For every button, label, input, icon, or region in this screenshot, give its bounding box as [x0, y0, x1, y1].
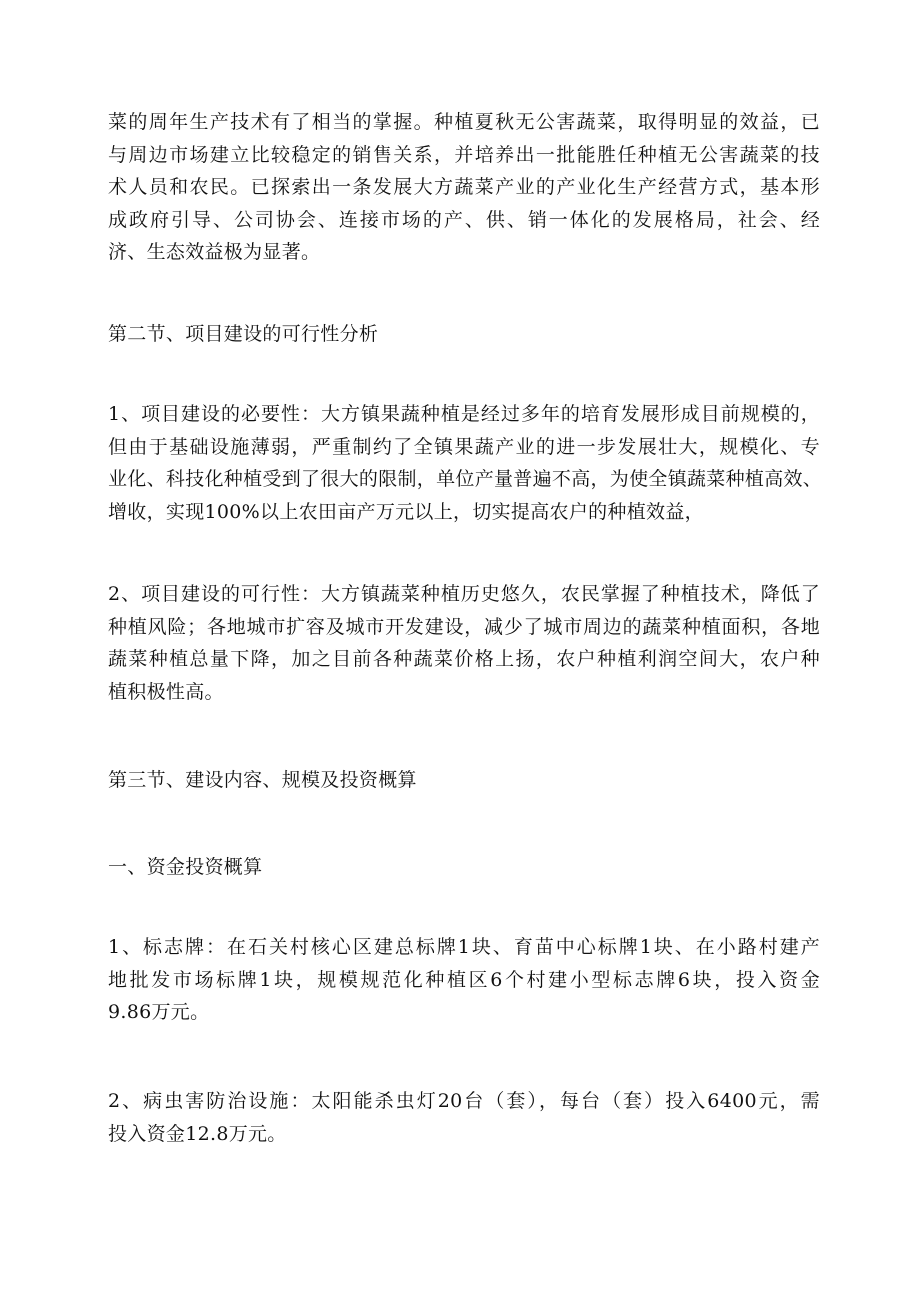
text-line: 增收，实现100%以上农田亩产万元以上，切实提高农户的种植效益，: [108, 500, 704, 523]
text-line: 成政府引导、公司协会、连接市场的产、供、销一体化的发展格局，社会、经: [108, 208, 820, 231]
text-line: 地批发市场标牌1块，规模规范化种植区6个村建小型标志牌6块，投入资金: [108, 968, 820, 991]
paragraph-feasibility: [108, 578, 820, 708]
text-line: 2、病虫害防治设施：太阳能杀虫灯20台（套），每台（套）投入6400元，需: [108, 1090, 820, 1112]
text-line: 投入资金12.8万元。: [108, 1122, 287, 1145]
text-line: 业化、科技化种植受到了很大的限制，单位产量普遍不高，为使全镇蔬菜种植高效、: [108, 468, 823, 490]
paragraph-signage: [108, 931, 820, 1029]
text-line: 2、项目建设的可行性：大方镇蔬菜种植历史悠久，农民掌握了种植技术，降低了: [108, 583, 820, 605]
paragraph-necessity: [108, 398, 823, 528]
paragraph-intro: [108, 106, 820, 269]
text-line: 1、标志牌：在石关村核心区建总标牌1块、育苗中心标牌1块、在小路村建产: [108, 936, 820, 958]
subsection-heading-1: [108, 851, 820, 884]
text-line: 术人员和农民。已探索出一条发展大方蔬菜产业的产业化生产经营方式，基本形: [108, 176, 820, 198]
section-title: 第三节、建设内容、规模及投资概算: [108, 769, 417, 791]
paragraph-pest-control: [108, 1085, 820, 1150]
text-line: 与周边市场建立比较稳定的销售关系，并培养出一批能胜任种植无公害蔬菜的技: [108, 143, 820, 166]
text-line: 1、项目建设的必要性：大方镇果蔬种植是经过多年的培育发展形成目前规模的，: [108, 403, 820, 425]
text-line: 植积极性高。: [108, 680, 224, 703]
text-line: 菜的周年生产技术有了相当的掌握。种植夏秋无公害蔬菜，取得明显的效益，已: [108, 111, 820, 133]
text-line: 但由于基础设施薄弱，严重制约了全镇果蔬产业的进一步发展壮大，规模化、专: [108, 435, 820, 458]
section-heading-3: [108, 764, 820, 797]
text-line: 种植风险；各地城市扩容及城市开发建设，减少了城市周边的蔬菜种植面积，各地: [108, 615, 820, 638]
text-line: 9.86万元。: [108, 1001, 210, 1023]
text-line: 蔬菜种植总量下降，加之目前各种蔬菜价格上扬，农户种植利润空间大，农户种: [108, 648, 820, 670]
text-line: 济、生态效益极为显著。: [108, 241, 321, 263]
subsection-title: 一、资金投资概算: [108, 856, 263, 878]
section-title: 第二节、项目建设的可行性分析: [108, 323, 379, 345]
section-heading-2: [108, 318, 820, 351]
